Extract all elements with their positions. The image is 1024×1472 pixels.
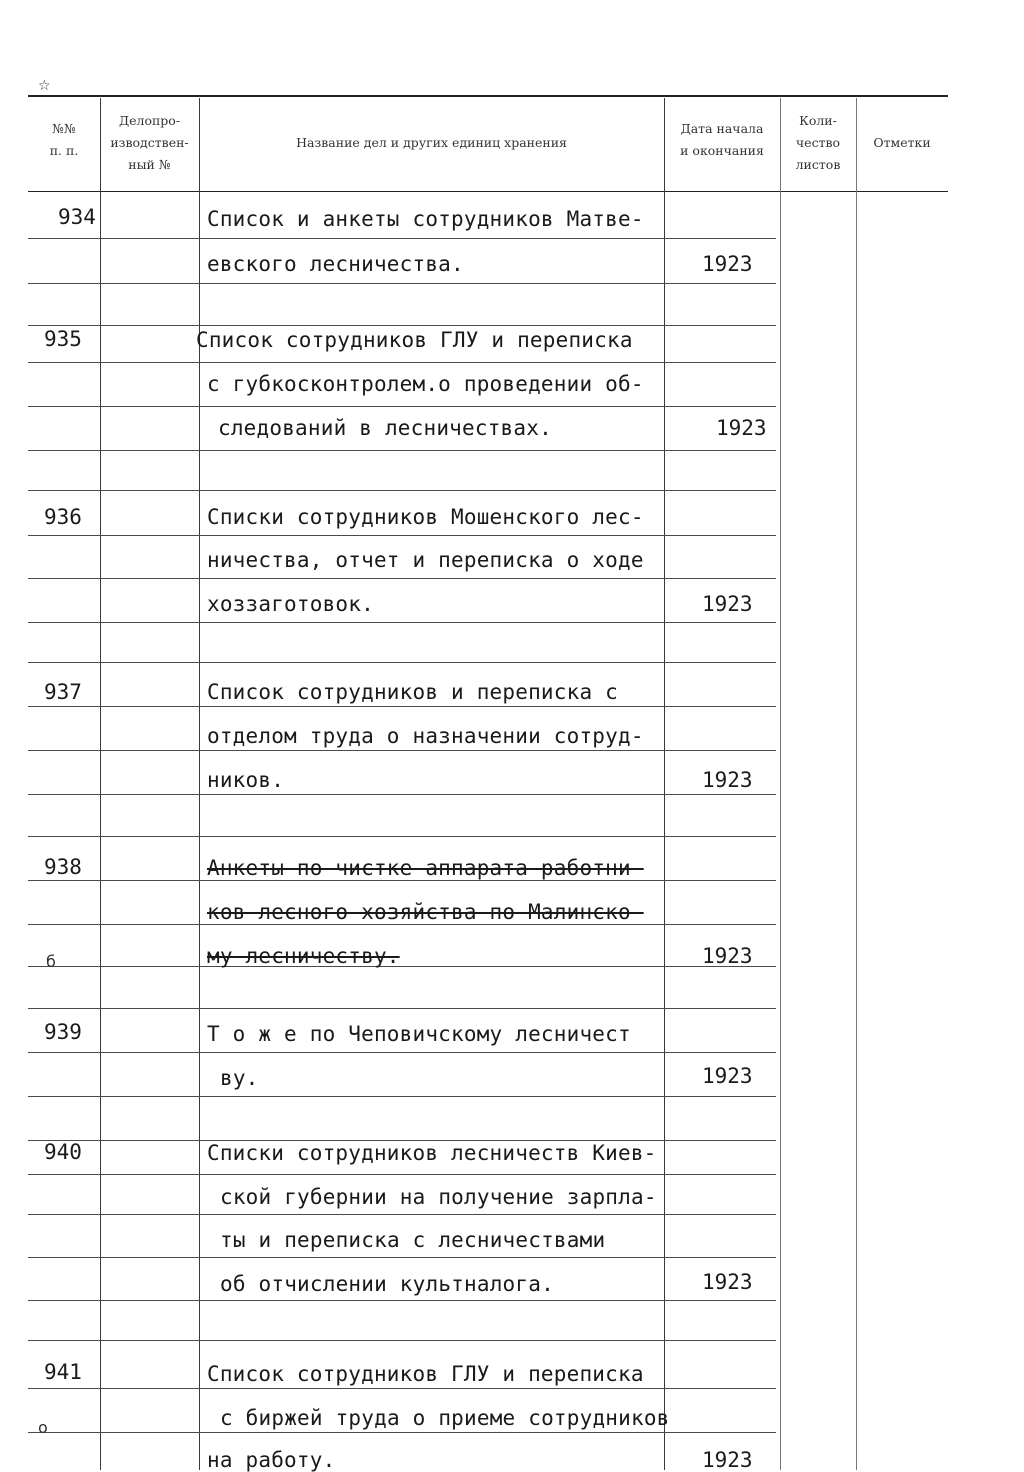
- entry-number: 936: [44, 505, 82, 529]
- entry-date: 1923: [702, 1270, 753, 1294]
- corner-mark: ☆: [38, 78, 51, 94]
- ledger-rule: [28, 1214, 776, 1215]
- entry-title-line: Списки сотрудников лесничеств Киев-: [207, 1141, 657, 1165]
- entry-number: 935: [44, 327, 82, 351]
- ledger-rule: [28, 1300, 776, 1301]
- ledger-rule: [28, 966, 776, 967]
- header-rule: [28, 191, 948, 192]
- ledger-rule: [28, 1257, 776, 1258]
- ledger-rule: [28, 1340, 776, 1341]
- col-divider-1: [100, 98, 101, 1470]
- entry-title-line: Списки сотрудников Мошенского лес-: [207, 505, 644, 529]
- entry-number: 941: [44, 1360, 82, 1384]
- header-col-dates: Дата начала и окончания: [680, 121, 764, 158]
- entry-title-line: ву.: [220, 1066, 259, 1090]
- entry-title-line: отделом труда о назначении сотруд-: [207, 724, 644, 748]
- ledger-rule: [28, 578, 776, 579]
- ledger-rule: [28, 325, 776, 326]
- entry-number: 940: [44, 1140, 82, 1164]
- ledger-rule: [28, 535, 776, 536]
- ledger-rule: [28, 794, 776, 795]
- ledger-rule: [28, 750, 776, 751]
- entry-title-line: следований в лесничествах.: [218, 416, 552, 440]
- entry-title-line: с губкосконтролем.о проведении об-: [207, 372, 644, 396]
- ledger-rule: [28, 836, 776, 837]
- entry-title-line-struck: му лесничеству.: [207, 944, 400, 968]
- entry-date: 1923: [702, 768, 753, 792]
- header-col-title: Название дел и других единиц хранения: [296, 135, 567, 150]
- ledger-rule: [28, 1008, 776, 1009]
- ledger-rule: [28, 662, 776, 663]
- ledger-rule: [28, 406, 776, 407]
- ledger-rule: [28, 450, 776, 451]
- ledger-rule: [28, 1174, 776, 1175]
- margin-mark: б: [46, 952, 56, 971]
- ledger-rule: [28, 490, 776, 491]
- col-divider-2: [199, 98, 200, 1470]
- entry-title-line: ничества, отчет и переписка о ходе: [207, 548, 644, 572]
- entry-date: 1923: [702, 1448, 753, 1472]
- entry-title-line: об отчислении культналога.: [220, 1272, 554, 1296]
- col-divider-4: [780, 98, 781, 1470]
- header-col-notes: Отметки: [873, 135, 931, 150]
- ledger-rule: [28, 1096, 776, 1097]
- entry-title-line: на работу.: [207, 1448, 336, 1472]
- ledger-rule: [28, 283, 776, 284]
- entry-number: 938: [44, 855, 82, 879]
- margin-mark: о: [38, 1418, 48, 1437]
- ledger-rule: [28, 706, 776, 707]
- ledger-rule: [28, 362, 776, 363]
- header-col-sheets: Коли- чество листов: [795, 113, 841, 172]
- entry-title-line: хоззаготовок.: [207, 592, 374, 616]
- entry-number: 934: [58, 205, 96, 229]
- entry-title-line: с биржей труда о приеме сотрудников: [220, 1406, 670, 1430]
- entry-date: 1923: [702, 252, 753, 276]
- entry-title-line: Список сотрудников ГЛУ и переписка: [196, 328, 633, 352]
- header-col-number: №№ п. п.: [49, 121, 79, 158]
- ledger-rule: [28, 622, 776, 623]
- entry-number: 939: [44, 1020, 82, 1044]
- entry-title-line-struck: Анкеты по чистке аппарата работни-: [207, 856, 644, 880]
- entry-title-line: ты и переписка с лесничествами: [220, 1228, 606, 1252]
- header-col-office-number: Делопро- изводствен- ный №: [110, 113, 189, 172]
- entry-title-line: ской губернии на получение зарпла-: [220, 1185, 657, 1209]
- ledger-rule: [28, 238, 776, 239]
- entry-date: 1923: [702, 1064, 753, 1088]
- col-divider-5: [856, 98, 857, 1470]
- entry-title-line: Список сотрудников и переписка с: [207, 680, 618, 704]
- entry-title-line: Список сотрудников ГЛУ и переписка: [207, 1362, 644, 1386]
- entry-number: 937: [44, 680, 82, 704]
- entry-date: 1923: [702, 592, 753, 616]
- ledger-rule: [28, 924, 776, 925]
- ledger-rule: [28, 1432, 776, 1433]
- ledger-rule: [28, 880, 776, 881]
- ledger-rule: [28, 1388, 776, 1389]
- entry-title-line: евского лесничества.: [207, 252, 464, 276]
- ledger-rule: [28, 1052, 776, 1053]
- entry-date: 1923: [716, 416, 767, 440]
- col-divider-3: [664, 98, 665, 1470]
- entry-date: 1923: [702, 944, 753, 968]
- entry-title-line-struck: ков лесного хозяйства по Малинско-: [207, 900, 644, 924]
- entry-title-line: Список и анкеты сотрудников Матве-: [207, 207, 644, 231]
- entry-title-line: ников.: [207, 768, 285, 792]
- top-rule: [28, 95, 948, 97]
- entry-title-line: Т о ж е по Чеповичскому лесничест: [207, 1022, 631, 1046]
